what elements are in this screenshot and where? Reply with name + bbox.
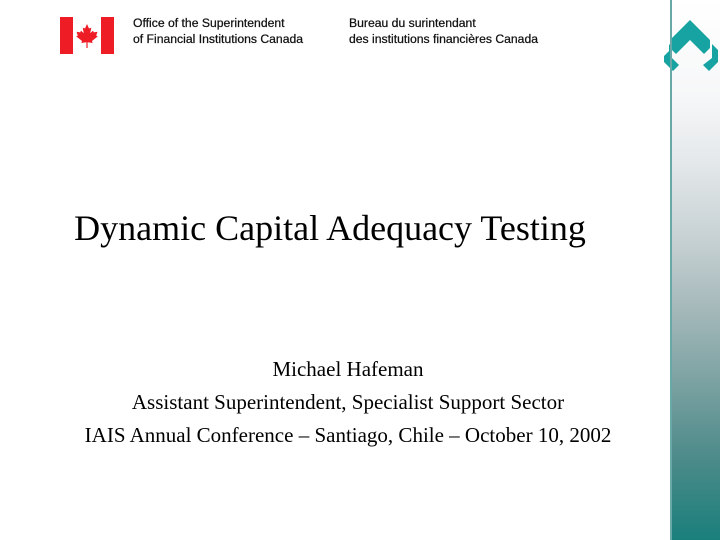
- org-name-french: [349, 15, 538, 47]
- org-name-english: [133, 15, 303, 47]
- presenter-role: Assistant Superintendent, Specialist Support Sector: [131, 390, 565, 414]
- slide-subtitle: [0, 353, 696, 452]
- flag-white-center: [73, 17, 101, 54]
- presenter-name: Michael Hafeman: [272, 357, 424, 381]
- org-name-english-line2: of Financial Institutions Canada: [133, 32, 304, 46]
- canada-flag-icon: [60, 17, 114, 54]
- flag-red-band-right: [101, 17, 114, 54]
- flag-red-band-left: [60, 17, 73, 54]
- event-details: IAIS Annual Conference – Santiago, Chile – October 10, 2002: [84, 423, 612, 447]
- side-divider-line: [670, 0, 672, 540]
- org-name-french-line2: des institutions financières Canada: [349, 32, 539, 46]
- slide-title: Dynamic Capital Adequacy Testing: [74, 208, 586, 248]
- org-name-french-line1: Bureau du surintendant: [349, 16, 476, 30]
- osfi-logo-icon: [660, 18, 720, 78]
- side-gradient-panel: [672, 0, 720, 540]
- org-name-english-line1: Office of the Superintendent: [133, 16, 285, 30]
- maple-leaf-icon: [75, 23, 99, 49]
